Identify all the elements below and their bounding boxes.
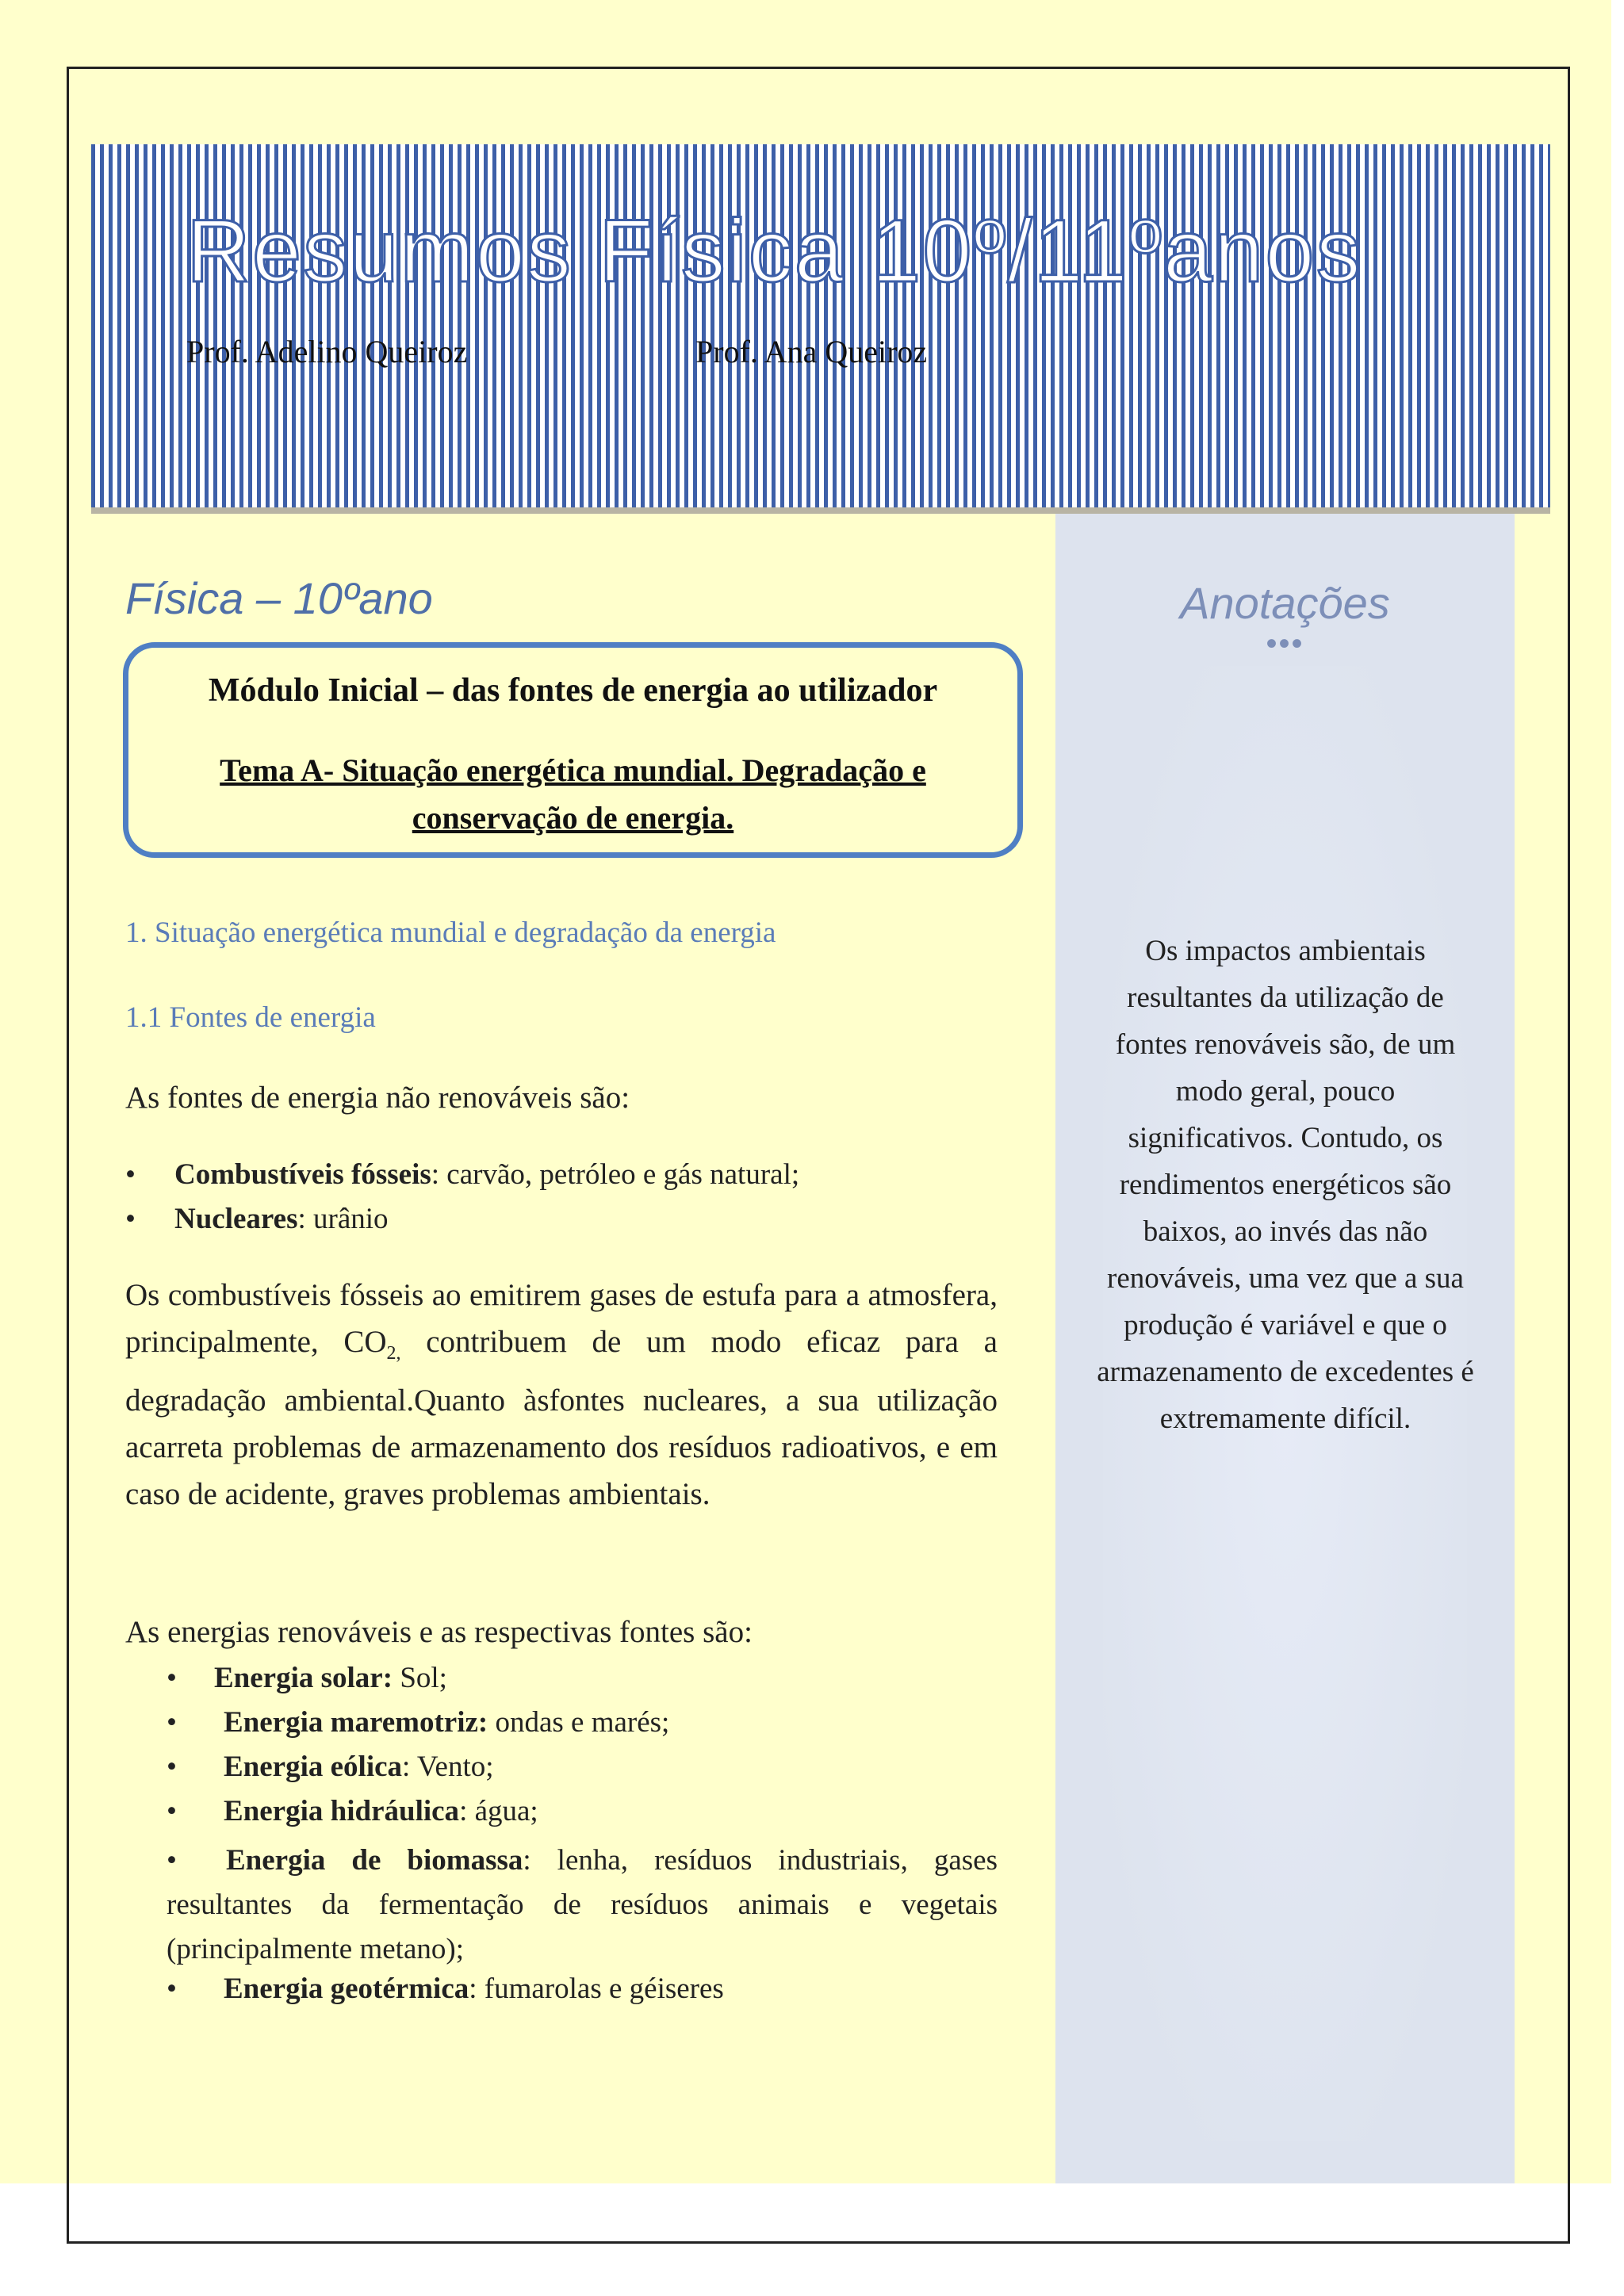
bullet-icon: • [125,1158,136,1191]
author-left: Prof. Adelino Queiroz [186,334,468,369]
bullet-icon: • [125,1203,136,1235]
item-bold: Energia geotérmica [224,1973,469,2005]
bullet-icon: • [167,1973,177,2005]
item-text: ondas e marés; [488,1706,670,1739]
item-bold: Combustíveis fósseis [174,1158,431,1191]
co2-subscript: 2, [386,1342,401,1364]
item-text: : fumarolas e géiseres [469,1973,724,2005]
nonrenewable-intro: As fontes de energia não renováveis são: [125,1081,630,1115]
author-right: Prof. Ana Queiroz [695,334,928,369]
paragraph-part-1: Os combustíveis fósseis ao emitirem gases de estufa para a atmosfera, principalmente, CO [125,1278,998,1359]
bullet-icon: • [167,1795,177,1827]
item-bold: Energia eólica [224,1751,403,1783]
item-bold: Nucleares [174,1203,298,1235]
item-bold: Energia solar: [214,1662,393,1694]
heading-1: 1. Situação energética mundial e degradação da energia [125,916,776,949]
item-text: : água; [459,1795,538,1827]
section-title: Física – 10ºano [125,573,433,623]
item-text: : lenha, resíduos industriais, gases resultantes da fermentação de resíduos animais e vegetais (principalmente metano); [167,1844,998,1965]
bullet-icon: • [167,1706,177,1739]
sidebar-title: Anotações [1180,578,1390,628]
sidebar-text: Os impactos ambientais resultantes da utilização de fontes renováveis são, de um modo geral, pouco significativos. Contudo, os rendimentos energéticos são baixos, ao invés das não renováveis, uma vez que a sua produção é variável e que o armazenamento de excedentes é extremamente difícil. [1097,935,1474,1435]
page-frame [67,67,1570,2244]
paragraph-part-2: contribuem de um modo eficaz para a degradação ambiental.Quanto àsfontes nucleares, a sua utilização acarreta problemas de armazenamento dos resíduos radioativos, e em caso de acidente, graves problemas ambientais. [125,1325,998,1511]
sidebar-dots: ••• [1266,626,1304,661]
item-text: : urânio [297,1203,389,1235]
item-bold: Energia maremotriz: [224,1706,488,1739]
bullet-icon: • [167,1751,177,1783]
module-title: Módulo Inicial – das fontes de energia ao utilizador [208,672,938,709]
module-subtitle: Tema A- Situação energética mundial. Degradação e conservação de energia. [220,752,926,836]
item-text: : carvão, petróleo e gás natural; [431,1158,800,1191]
bullet-icon: • [167,1844,177,1877]
item-text: Sol; [393,1662,447,1694]
item-bold: Energia de biomassa [225,1844,523,1877]
item-text: : Vento; [402,1751,494,1783]
renewable-intro: As energias renováveis e as respectivas fontes são: [125,1615,753,1649]
document-title: Resumos Física 10º/11ºanos [186,201,1362,300]
bullet-icon: • [167,1662,177,1694]
heading-1-1: 1.1 Fontes de energia [125,1001,376,1034]
item-bold: Energia hidráulica [224,1795,460,1827]
